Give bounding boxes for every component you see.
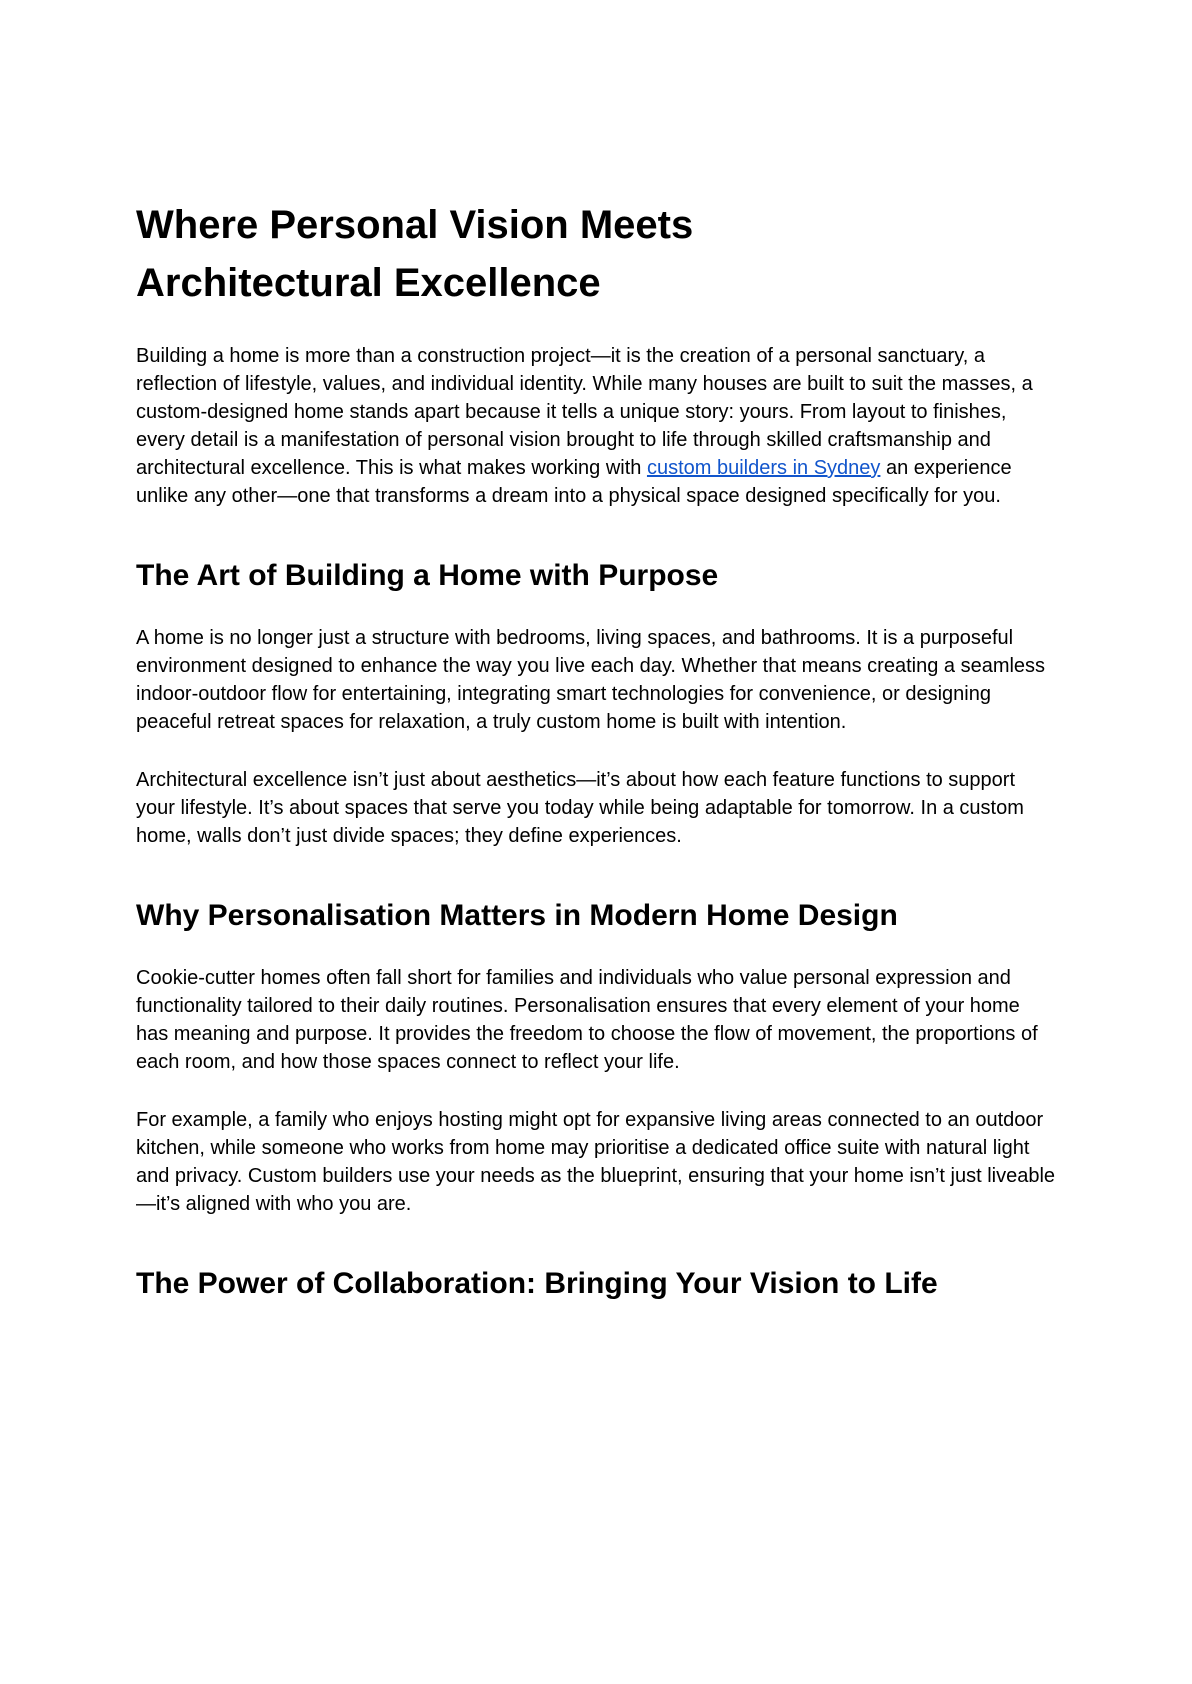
section-heading-art-of-building: The Art of Building a Home with Purpose (136, 559, 719, 592)
intro-paragraph (136, 342, 1056, 510)
section-personalisation-paragraph-1: Cookie-cutter homes often fall short for families and individuals who value personal expression and functionality tailored to their daily routines. Personalisation ensures that every element of your home has meaning and purpose. It provides the freedom to choose the flow of movement, the proportions of each room, and how those spaces connect to reflect your life. (136, 967, 1038, 1073)
section-heading-power-of-collaboration: The Power of Collaboration: Bringing Your Vision to Life (136, 1267, 938, 1300)
section-personalisation-paragraph-2: For example, a family who enjoys hosting might opt for expansive living areas connected to an outdoor kitchen, while someone who works from home may prioritise a dedicated office suite with natural light and privacy. Custom builders use your needs as the blueprint, ensuring that your home isn’t just liveable—it’s aligned with who you are. (136, 1109, 1056, 1215)
custom-builders-sydney-link[interactable]: custom builders in Sydney (646, 457, 881, 479)
page-title (136, 196, 1056, 312)
intro-text-before-link: Building a home is more than a construction project—it is the creation of a personal sanctuary, a reflection of lifestyle, values, and individual identity. While many houses are built to suit the masses, a custom-designed home stands apart because it tells a unique story: yours. From layout to finishes, every detail is a manifestation of personal vision brought to life through skilled craftsmanship and architectural excellence. This is what makes working with (136, 345, 1033, 479)
page-title-line-2: Architectural Excellence (136, 261, 601, 305)
intro-text-after-link: an experience unlike any other—one that transforms a dream into a physical space designed specifically for you. (136, 457, 1012, 507)
section-art-paragraph-1: A home is no longer just a structure with bedrooms, living spaces, and bathrooms. It is a purposeful environment designed to enhance the way you live each day. Whether that means creating a seamless indoor-outdoor flow for entertaining, integrating smart technologies for convenience, or designing peaceful retreat spaces for relaxation, a truly custom home is built with intention. (136, 627, 1046, 733)
section-art-paragraph-2: Architectural excellence isn’t just about aesthetics—it’s about how each feature functions to support your lifestyle. It’s about spaces that serve you today while being adaptable for tomorrow. In a custom home, walls don’t just divide spaces; they define experiences. (136, 769, 1024, 847)
section-heading-why-personalisation: Why Personalisation Matters in Modern Home Design (136, 899, 898, 932)
page-title-line-1: Where Personal Vision Meets (136, 203, 694, 247)
